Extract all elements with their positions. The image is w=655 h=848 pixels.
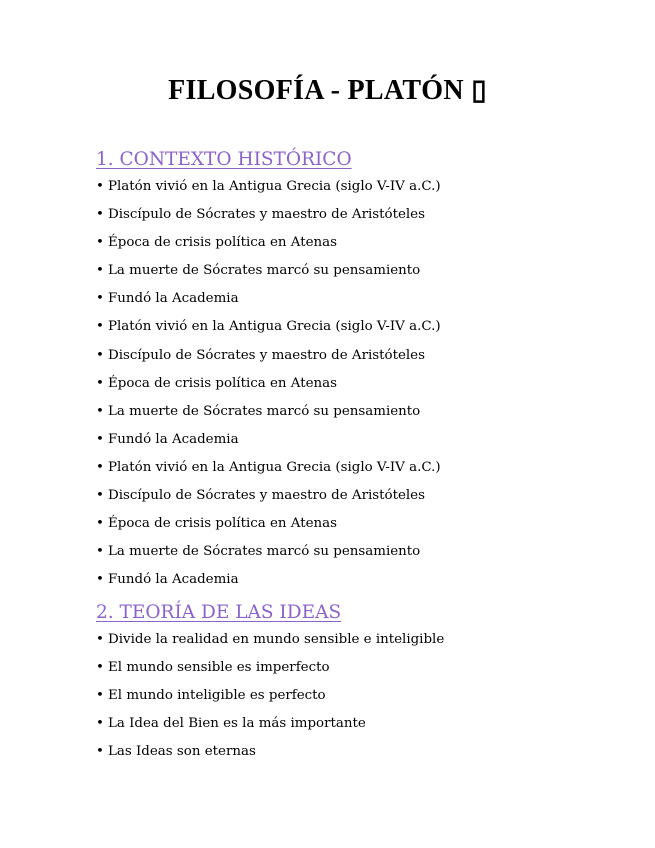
section-teoria-de-las-ideas (96, 600, 616, 766)
list-item (96, 257, 616, 285)
bullet-icon: • (96, 179, 104, 194)
bullet-icon: • (96, 744, 104, 760)
list-item-text: La Idea del Bien es la más importante (108, 716, 366, 732)
bullet-icon: • (96, 544, 104, 560)
bullet-icon: • (96, 688, 104, 704)
list-item-text: Época de crisis política en Atenas (108, 235, 337, 251)
bullet-icon: • (96, 660, 104, 676)
bullet-list (96, 626, 616, 766)
list-item-text: Las Ideas son eternas (108, 744, 256, 760)
list-item-text: Época de crisis política en Atenas (108, 516, 337, 532)
list-item-text: El mundo sensible es imperfecto (108, 660, 330, 676)
list-item (96, 426, 616, 454)
list-item-text: Divide la realidad en mundo sensible e inteligible (108, 632, 445, 647)
list-item-text: Platón vivió en la Antigua Grecia (siglo V-IV a.C.) (108, 319, 441, 335)
list-item (96, 682, 616, 710)
list-item (96, 285, 616, 313)
list-item (96, 626, 616, 654)
list-item-text: Fundó la Academia (108, 572, 239, 588)
bullet-icon: • (96, 459, 104, 475)
bullet-icon: • (96, 632, 104, 647)
bullet-icon: • (96, 347, 104, 363)
list-item (96, 654, 616, 682)
list-item (96, 313, 616, 341)
bullet-icon: • (96, 716, 104, 732)
bullet-icon: • (96, 319, 104, 335)
bullet-icon: • (96, 403, 104, 419)
list-item-text: La muerte de Sócrates marcó su pensamiento (108, 544, 421, 560)
bullet-icon: • (96, 235, 104, 251)
list-item (96, 201, 616, 229)
section-heading: 2. TEORÍA DE LAS IDEAS (96, 602, 342, 623)
list-item-text: Discípulo de Sócrates y maestro de Aristóteles (108, 207, 425, 223)
list-item-text: Discípulo de Sócrates y maestro de Aristóteles (108, 488, 425, 504)
list-item (96, 454, 616, 482)
list-item (96, 710, 616, 738)
list-item-text: Platón vivió en la Antigua Grecia (siglo V-IV a.C.) (108, 459, 441, 475)
list-item-text: Época de crisis política en Atenas (108, 375, 337, 391)
list-item-text: Platón vivió en la Antigua Grecia (siglo V-IV a.C.) (108, 179, 441, 194)
list-item (96, 342, 616, 370)
bullet-icon: • (96, 572, 104, 588)
bullet-icon: • (96, 207, 104, 223)
document-title: FILOSOFÍA - PLATÓN ▯ (168, 75, 487, 106)
list-item (96, 482, 616, 510)
list-item-text: Fundó la Academia (108, 291, 239, 307)
list-item (96, 738, 616, 766)
list-item (96, 370, 616, 398)
list-item-text: La muerte de Sócrates marcó su pensamiento (108, 263, 421, 279)
list-item-text: Discípulo de Sócrates y maestro de Aristóteles (108, 347, 425, 363)
bullet-icon: • (96, 375, 104, 391)
bullet-icon: • (96, 263, 104, 279)
list-item-text: El mundo inteligible es perfecto (108, 688, 326, 704)
bullet-list (96, 173, 616, 594)
bullet-icon: • (96, 488, 104, 504)
section-contexto-historico (96, 147, 616, 594)
bullet-icon: • (96, 516, 104, 532)
list-item (96, 229, 616, 257)
list-item (96, 398, 616, 426)
list-item (96, 173, 616, 201)
bullet-icon: • (96, 291, 104, 307)
section-heading: 1. CONTEXTO HISTÓRICO (96, 149, 352, 170)
list-item-text: Fundó la Academia (108, 431, 239, 447)
list-item (96, 510, 616, 538)
list-item-text: La muerte de Sócrates marcó su pensamiento (108, 403, 421, 419)
list-item (96, 566, 616, 594)
bullet-icon: • (96, 431, 104, 447)
list-item (96, 538, 616, 566)
